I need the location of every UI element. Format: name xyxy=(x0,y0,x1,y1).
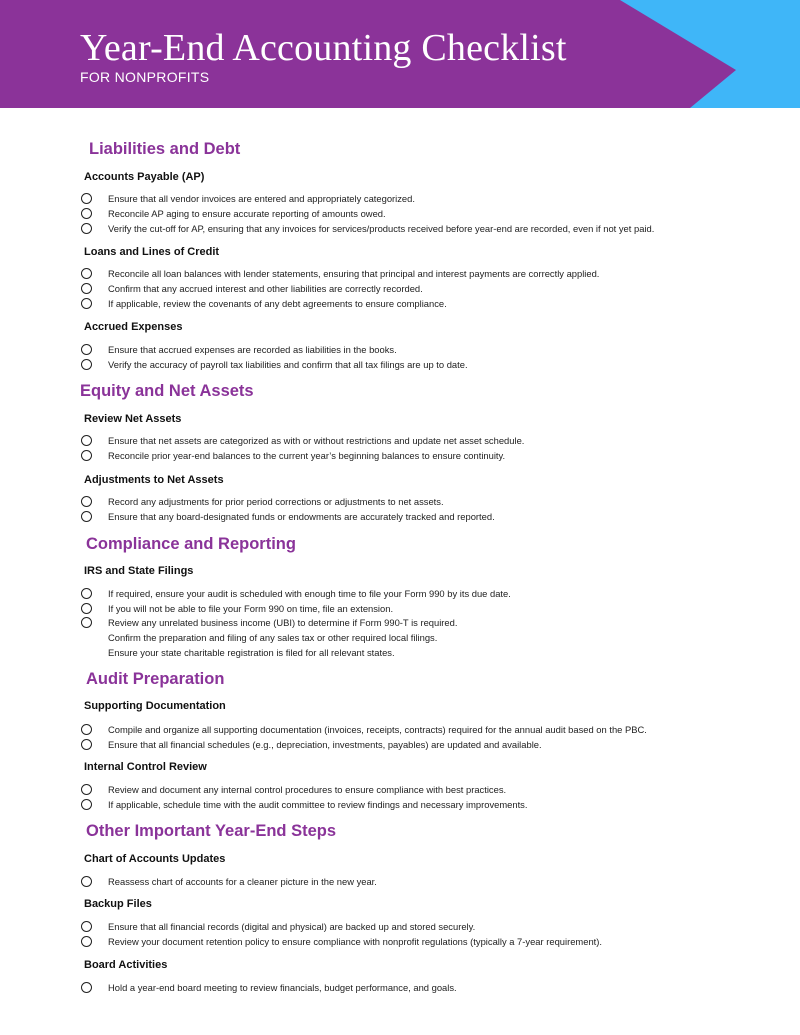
checkbox-circle-icon[interactable] xyxy=(81,496,92,507)
checkbox-circle-icon[interactable] xyxy=(81,435,92,446)
checkbox-circle-icon[interactable] xyxy=(81,344,92,355)
checklist-item[interactable] xyxy=(80,616,780,630)
subsection-title: Accounts Payable (AP) xyxy=(84,171,205,183)
subsection-title: Supporting Documentation xyxy=(84,700,226,712)
subsection-title: Review Net Assets xyxy=(84,413,182,425)
header-banner xyxy=(0,0,800,108)
checklist-item-label: Reassess chart of accounts for a cleaner picture in the new year. xyxy=(108,876,377,887)
checkbox-circle-icon[interactable] xyxy=(81,936,92,947)
subsection-title: IRS and State Filings xyxy=(84,565,194,577)
checklist-item-label: Confirm that any accrued interest and other liabilities are correctly recorded. xyxy=(108,283,423,294)
subsection-title: Loans and Lines of Credit xyxy=(84,246,220,258)
checklist-item-label: Ensure that net assets are categorized as with or without restrictions and update net asset schedule. xyxy=(108,435,525,446)
checklist-item-label: Reconcile prior year-end balances to the current year’s beginning balances to ensure continuity. xyxy=(108,450,506,461)
checklist-item[interactable] xyxy=(80,981,780,995)
checklist-item-label: Ensure that any board-designated funds or endowments are accurately tracked and reported. xyxy=(108,511,495,522)
checkbox-circle-icon[interactable] xyxy=(81,511,92,522)
checkbox-circle-icon[interactable] xyxy=(81,588,92,599)
checkbox-circle-icon[interactable] xyxy=(81,724,92,735)
section-title: Other Important Year-End Steps xyxy=(86,822,336,840)
checklist-item-label: Ensure that all vendor invoices are entered and appropriately categorized. xyxy=(108,193,415,204)
checklist-item[interactable] xyxy=(80,297,780,311)
checklist-item-label: Verify the accuracy of payroll tax liabilities and confirm that all tax filings are up to date. xyxy=(108,359,468,370)
checkbox-circle-icon[interactable] xyxy=(81,982,92,993)
checklist-item-label: Reconcile AP aging to ensure accurate reporting of amounts owed. xyxy=(108,208,386,219)
checklist-item[interactable] xyxy=(80,222,780,236)
checkbox-circle-icon[interactable] xyxy=(81,208,92,219)
checklist-item[interactable] xyxy=(80,434,780,448)
subsection-title: Backup Files xyxy=(84,898,152,910)
checklist-item-label: Compile and organize all supporting documentation (invoices, receipts, contracts) required for the annual audit based on the PBC. xyxy=(108,724,647,735)
checklist-item-label: Review your document retention policy to ensure compliance with nonprofit regulations (typically a 7-year requirement). xyxy=(108,936,602,947)
checkbox-circle-icon[interactable] xyxy=(81,921,92,932)
checklist-item-label: Ensure that accrued expenses are recorded as liabilities in the books. xyxy=(108,344,397,355)
checklist-item-label: Review and document any internal control procedures to ensure compliance with best practices. xyxy=(108,784,507,795)
subsection-title: Board Activities xyxy=(84,959,168,971)
section-title: Audit Preparation xyxy=(86,670,225,688)
checklist-item-label: Reconcile all loan balances with lender statements, ensuring that principal and interest payments are correctly applied. xyxy=(108,268,600,279)
checklist-item[interactable] xyxy=(80,343,780,357)
checklist-item-label: If applicable, schedule time with the audit committee to review findings and necessary improvements. xyxy=(108,799,528,810)
checkbox-circle-icon[interactable] xyxy=(81,739,92,750)
section-title: Equity and Net Assets xyxy=(80,382,254,400)
checklist-item[interactable] xyxy=(80,602,780,616)
section-title: Liabilities and Debt xyxy=(89,140,241,158)
checklist-item[interactable] xyxy=(80,920,780,934)
section-title: Compliance and Reporting xyxy=(86,535,296,553)
subsection-title: Internal Control Review xyxy=(84,761,207,773)
checklist-item-label: Ensure that all financial schedules (e.g., depreciation, investments, payables) are updated and available. xyxy=(108,739,542,750)
checklist-item[interactable] xyxy=(80,935,780,949)
checkbox-circle-icon[interactable] xyxy=(81,283,92,294)
subsection-title: Accrued Expenses xyxy=(84,321,183,333)
checkbox-circle-icon[interactable] xyxy=(81,603,92,614)
checklist-item[interactable] xyxy=(80,267,780,281)
checklist-item[interactable] xyxy=(80,783,780,797)
checkbox-circle-icon[interactable] xyxy=(81,876,92,887)
checklist-item-label: Ensure that all financial records (digital and physical) are backed up and stored securely. xyxy=(108,921,476,932)
checklist-note-line: Confirm the preparation and filing of any sales tax or other required local filings. xyxy=(108,632,438,643)
checkbox-circle-icon[interactable] xyxy=(81,799,92,810)
checklist-item[interactable] xyxy=(80,875,780,889)
checklist-item-label: Record any adjustments for prior period corrections or adjustments to net assets. xyxy=(108,496,444,507)
checklist-item[interactable] xyxy=(80,449,780,463)
checkbox-circle-icon[interactable] xyxy=(81,193,92,204)
checkbox-circle-icon[interactable] xyxy=(81,450,92,461)
checklist-item[interactable] xyxy=(80,738,780,752)
checkbox-circle-icon[interactable] xyxy=(81,298,92,309)
checklist-item-label: Verify the cut-off for AP, ensuring that any invoices for services/products received before year-end are recorded, even if not yet paid. xyxy=(108,223,655,234)
checkbox-circle-icon[interactable] xyxy=(81,268,92,279)
subsection-title: Chart of Accounts Updates xyxy=(84,853,226,865)
page-subtitle: FOR NONPROFITS xyxy=(80,69,210,85)
checklist-item-label: Review any unrelated business income (UBI) to determine if Form 990-T is required. xyxy=(108,617,458,628)
subsection-title: Adjustments to Net Assets xyxy=(84,474,224,486)
checklist-item[interactable] xyxy=(80,510,780,524)
checklist-item[interactable] xyxy=(80,282,780,296)
checklist-item[interactable] xyxy=(80,495,780,509)
checklist-item[interactable] xyxy=(80,358,780,372)
checklist-item[interactable] xyxy=(80,723,780,737)
checklist-item[interactable] xyxy=(80,207,780,221)
page-title: Year-End Accounting Checklist xyxy=(80,27,567,69)
checklist-item[interactable] xyxy=(80,192,780,206)
checklist-item-label: If required, ensure your audit is scheduled with enough time to file your Form 990 by its due date. xyxy=(108,588,511,599)
checkbox-circle-icon[interactable] xyxy=(81,617,92,628)
checklist-note-line: Ensure your state charitable registration is filed for all relevant states. xyxy=(108,647,395,658)
checklist-item[interactable] xyxy=(80,798,780,812)
checkbox-circle-icon[interactable] xyxy=(81,784,92,795)
checkbox-circle-icon[interactable] xyxy=(81,359,92,370)
checklist-item-label: If applicable, review the covenants of any debt agreements to ensure compliance. xyxy=(108,298,447,309)
checkbox-circle-icon[interactable] xyxy=(81,223,92,234)
checklist-item-label: Hold a year-end board meeting to review financials, budget performance, and goals. xyxy=(108,982,457,993)
checklist-item-label: If you will not be able to file your Form 990 on time, file an extension. xyxy=(108,603,394,614)
checklist-item[interactable] xyxy=(80,587,780,601)
